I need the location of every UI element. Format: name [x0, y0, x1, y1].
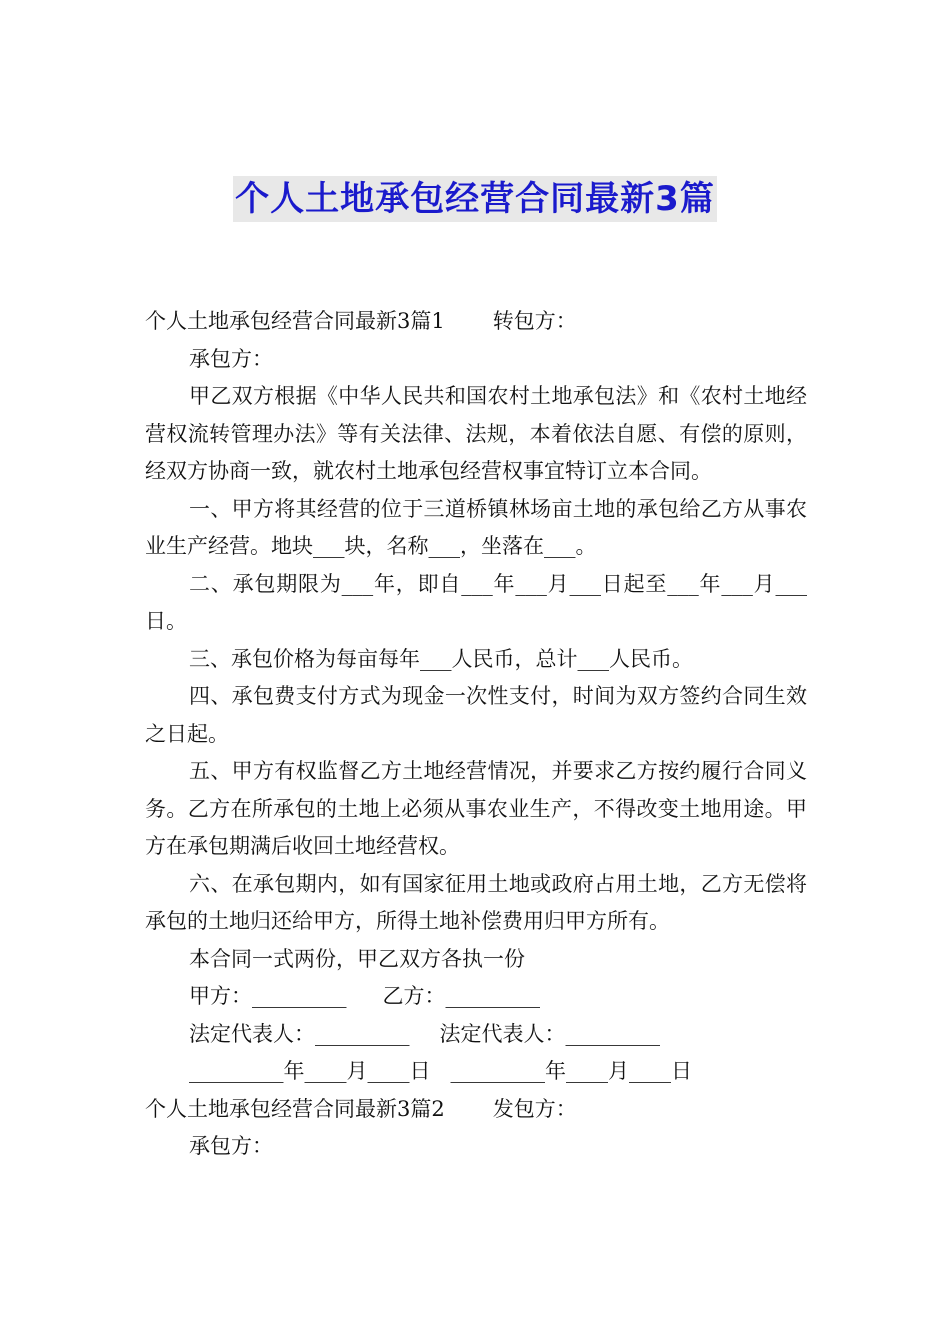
document-title: 个人土地承包经营合同最新3篇: [233, 176, 717, 222]
party-b-representative: 法定代表人：_________: [439, 1021, 660, 1046]
signature-line-dates: [145, 1053, 807, 1091]
contract2-issuer-label: 发包方：: [492, 1096, 577, 1121]
title-container: [0, 176, 950, 222]
party-a-date: _________年____月____日: [189, 1059, 431, 1083]
contract2-contractor-label: 承包方：: [189, 1134, 273, 1158]
contract1-clause-2: 二、承包期限为___年，即自___年___月___日起至___年___月___日。: [145, 571, 807, 633]
contract1-clause-5: 五、甲方有权监督乙方土地经营情况，并要求乙方按约履行合同义务。乙方在所承包的土地上必须从事农业生产，不得改变土地用途。甲方在承包期满后收回土地经营权。: [145, 759, 807, 858]
contract1-heading: 个人土地承包经营合同最新3篇1: [145, 309, 445, 333]
contract2-heading: 个人土地承包经营合同最新3篇2: [145, 1096, 445, 1121]
contract1-clause-1: 一、甲方将其经营的位于三道桥镇林场亩土地的承包给乙方从事农业生产经营。地块___块，名称___，坐落在___。: [145, 496, 807, 558]
signature-line-representatives: [145, 1016, 807, 1054]
contract1-copies: 本合同一式两份，甲乙双方各执一份: [189, 946, 525, 971]
document-body: [145, 303, 807, 1166]
contract1-contractor-label: 承包方：: [189, 346, 273, 371]
contract1-heading-line: [145, 303, 807, 341]
contract1-preamble: 甲乙双方根据《中华人民共和国农村土地承包法》和《农村土地经营权流转管理办法》等有关法律、法规，本着依法自愿、有偿的原则，经双方协商一致，就农村土地承包经营权事宜特订立本合同。: [145, 384, 807, 483]
party-a-signature: 甲方：_________: [189, 984, 347, 1008]
contract2-heading-line: [145, 1091, 807, 1129]
contract1-subcontractor-label: 转包方：: [492, 309, 577, 333]
contract1-clause-6: 六、在承包期内，如有国家征用土地或政府占用土地，乙方无偿将承包的土地归还给甲方，所得土地补偿费用归甲方所有。: [145, 871, 807, 933]
party-b-date: _________年____月____日: [450, 1059, 692, 1083]
signature-line-parties: [145, 978, 807, 1016]
contract1-clause-4: 四、承包费支付方式为现金一次性支付，时间为双方签约合同生效之日起。: [145, 684, 807, 746]
party-a-representative: 法定代表人：_________: [189, 1021, 410, 1046]
party-b-signature: 乙方：_________: [382, 984, 540, 1008]
contract1-clause-3: 三、承包价格为每亩每年___人民币，总计___人民币。: [189, 646, 693, 671]
